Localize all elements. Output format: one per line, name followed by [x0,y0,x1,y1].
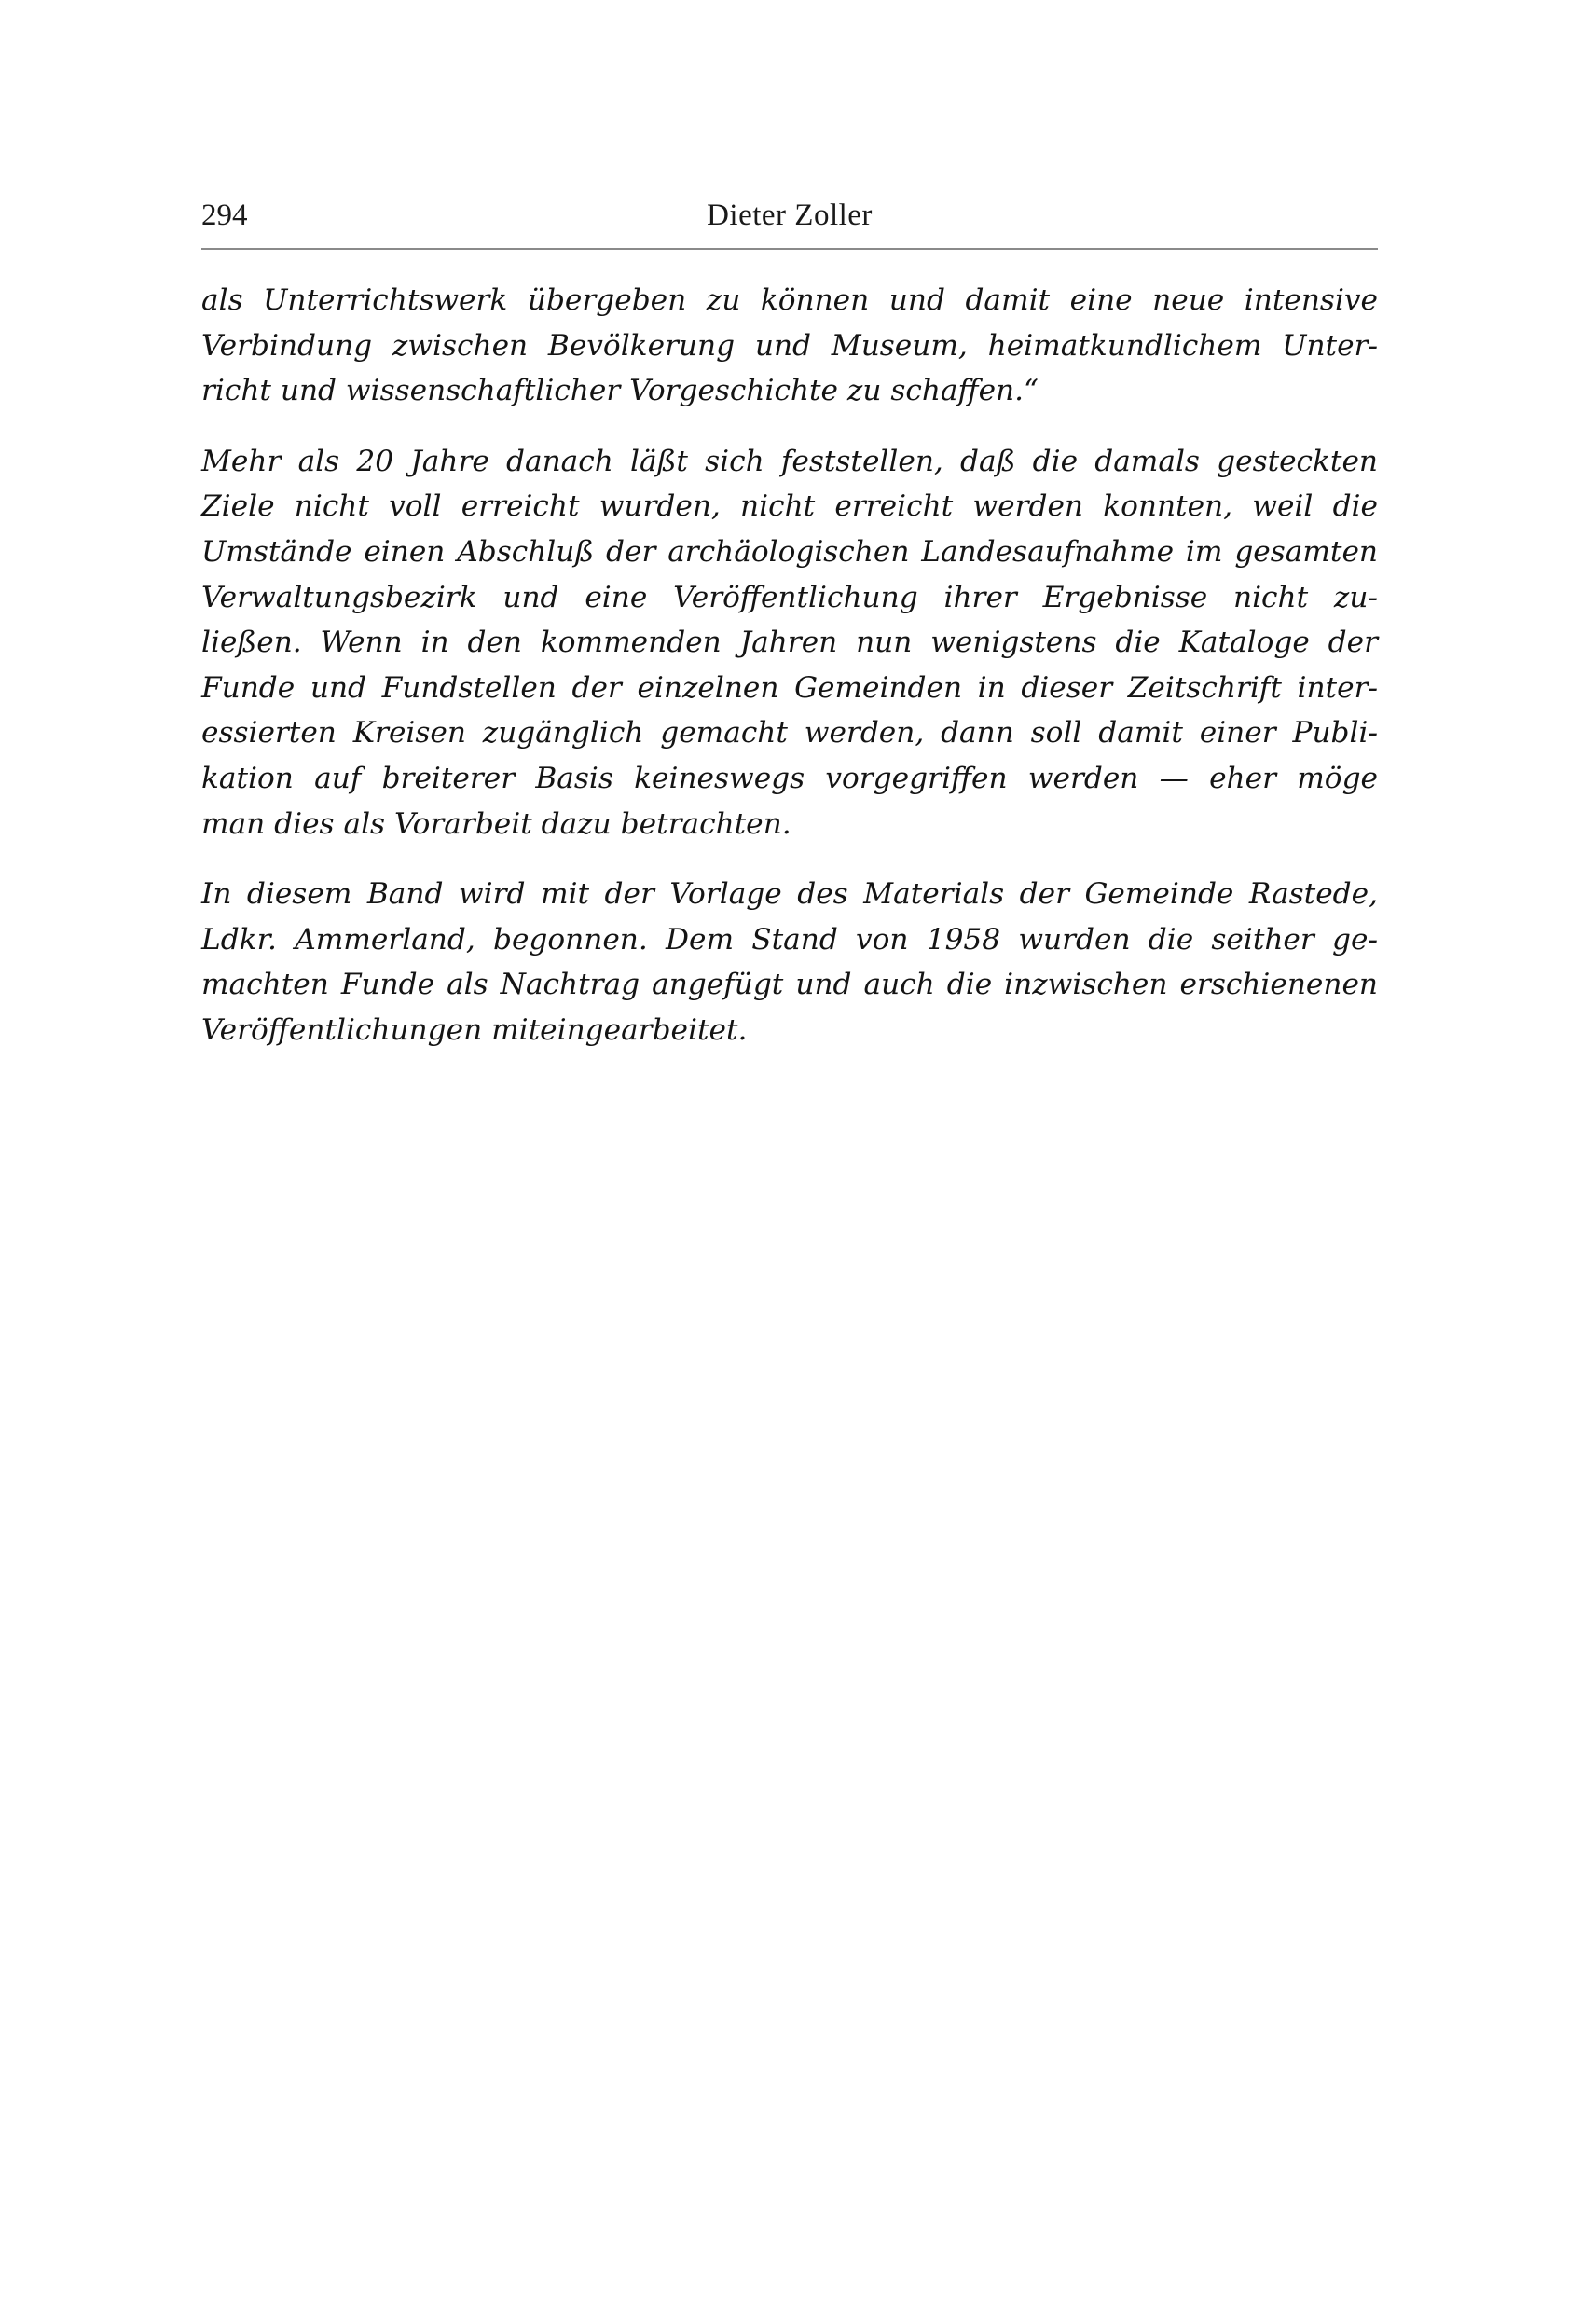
text-line: Umstände einen Abschluß der archäologischen Landesaufnahme im gesamten [201,534,1378,569]
paragraph-rastede [201,872,1378,1053]
header-rule [201,248,1378,250]
running-head-author: Dieter Zoller [707,199,873,232]
text-line: kation auf breiterer Basis keineswegs vorgegriffen werden — eher möge [201,761,1378,795]
paragraph-quote-end [201,278,1378,414]
text-line: Funde und Fundstellen der einzelnen Gemeinden in dieser Zeitschrift inter- [201,670,1378,705]
text-line: man dies als Vorarbeit dazu betrachten. [201,806,791,841]
text-line: Ldkr. Ammerland, begonnen. Dem Stand von 1958 wurden die seither ge- [201,922,1378,956]
text-line: Verwaltungsbezirk und eine Veröffentlichung ihrer Ergebnisse nicht zu- [201,580,1378,614]
text-line: essierten Kreisen zugänglich gemacht werden, dann soll damit einer Publi- [201,716,1378,750]
text-line: richt und wissenschaftlicher Vorgeschichte zu schaffen.“ [201,374,1039,408]
text-line: ließen. Wenn in den kommenden Jahren nun wenigstens die Kataloge der [201,626,1378,660]
text-line: Verbindung zwischen Bevölkerung und Museum, heimatkundlichem Unter- [201,328,1378,363]
text-line: Mehr als 20 Jahre danach läßt sich feststellen, daß die damals gesteckten [201,444,1378,478]
text-line: In diesem Band wird mit der Vorlage des Materials der Gemeinde Rastede, [201,877,1378,912]
text-line: machten Funde als Nachtrag angefügt und auch die inzwischen erschienenen [201,968,1378,1002]
running-head [201,192,1378,239]
page-number: 294 [201,199,248,232]
text-line: als Unterrichtswerk übergeben zu können und damit eine neue intensive [201,283,1378,317]
body-text [201,278,1378,1079]
paragraph-status [201,439,1378,846]
text-line: Ziele nicht voll erreicht wurden, nicht erreicht werden konnten, weil die [201,489,1378,524]
text-line: Veröffentlichungen miteingearbeitet. [201,1012,748,1047]
